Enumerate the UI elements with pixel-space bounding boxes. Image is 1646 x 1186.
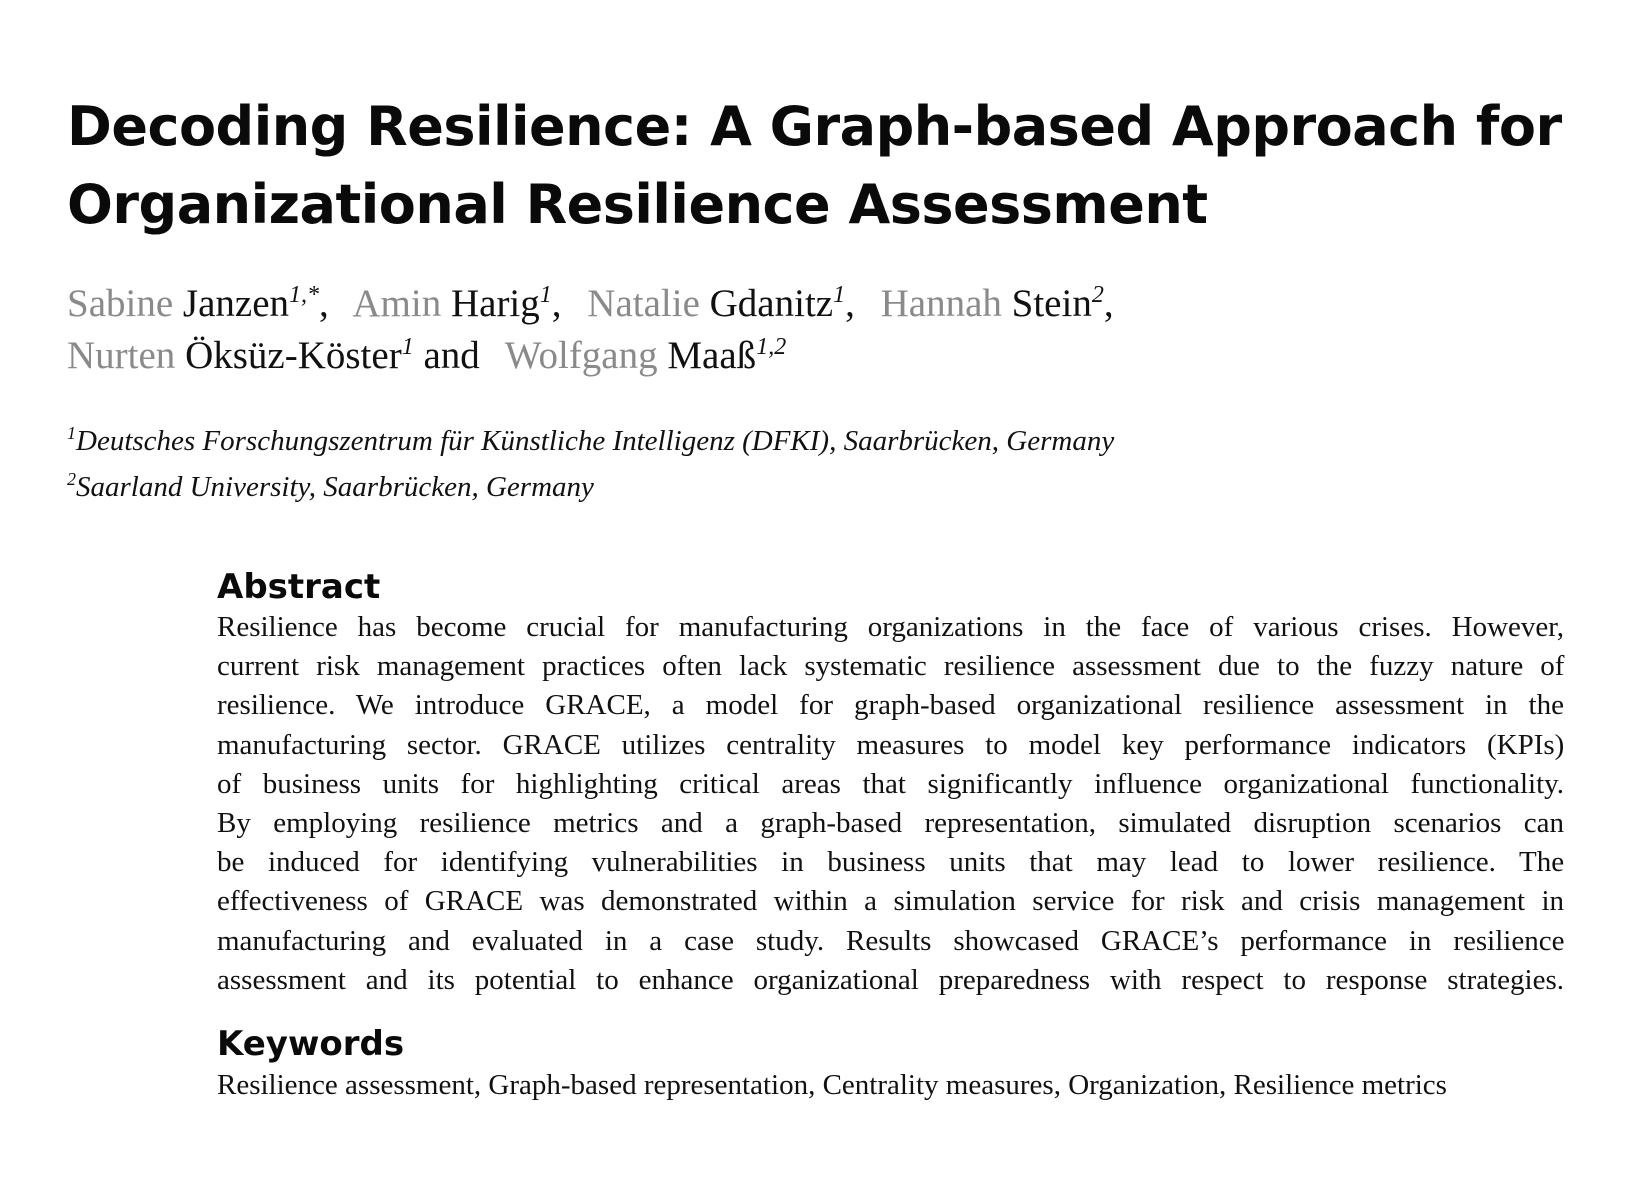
affiliation [67, 418, 1567, 464]
keywords-section [217, 1023, 1564, 1105]
author-given-name: Nurten [67, 334, 176, 377]
author-affiliation-mark: 1 [833, 282, 846, 308]
keywords-list: Resilience assessment, Graph-based representation, Centrality measures, Organization, Resilience metrics [217, 1069, 1447, 1101]
affiliation-text: Saarland University, Saarbrücken, Germany [76, 471, 594, 503]
abstract-line: resilience. We introduce GRACE, a model for graph-based organizational resilience assessment in the [217, 689, 1564, 722]
author [881, 282, 1114, 325]
author-line-1 [67, 278, 1567, 330]
abstract-section [217, 566, 1564, 1000]
author-family-name: Harig [450, 282, 540, 325]
affiliation-text: Deutsches Forschungszentrum für Künstliche Intelligenz (DFKI), Saarbrücken, Germany [76, 425, 1115, 457]
paper-title [67, 88, 1567, 244]
abstract-line: assessment and its potential to enhance organizational preparedness with respect to response strategies. [217, 963, 1564, 996]
author-list [67, 278, 1567, 382]
author-given-name: Amin [352, 282, 442, 325]
author-family-name: Maaß [667, 334, 757, 377]
abstract-line: manufacturing and evaluated in a case study. Results showcased GRACE’s performance in resilience [217, 924, 1565, 957]
abstract-body [217, 608, 1564, 1000]
author [67, 282, 329, 325]
author-given-name: Sabine [67, 282, 174, 325]
author-line-2 [67, 330, 1567, 382]
author-given-name: Natalie [587, 282, 700, 325]
author-separator: , [845, 282, 855, 325]
affiliation-list [67, 418, 1567, 510]
author-separator: , [551, 282, 562, 325]
author-family-name: Öksüz-Köster [185, 334, 402, 377]
affiliation [67, 464, 1567, 510]
paper-title-line-2: Organizational Resilience Assessment [67, 173, 1208, 236]
author-affiliation-mark: 1,* [289, 282, 320, 308]
author-separator: , [319, 282, 329, 325]
author-separator: , [1103, 282, 1114, 325]
author-given-name: Hannah [880, 282, 1002, 325]
keywords-heading: Keywords [217, 1024, 405, 1064]
abstract-line: By employing resilience metrics and a graph-based representation, simulated disruption scenarios can [217, 807, 1564, 840]
paper-title-line-1: Decoding Resilience: A Graph-based Approach for [67, 95, 1562, 158]
author [587, 282, 855, 325]
author-family-name: Stein [1011, 282, 1092, 325]
affiliation-number: 1 [67, 423, 76, 443]
abstract-line: manufacturing sector. GRACE utilizes centrality measures to model key performance indicators (KPIs) [217, 728, 1565, 761]
affiliation-number: 2 [67, 469, 76, 489]
abstract-line: effectiveness of GRACE was demonstrated within a simulation service for risk and crisis management in [217, 885, 1564, 918]
author [505, 334, 786, 377]
abstract-line: current risk management practices often lack systematic resilience assessment due to the fuzzy nature of [217, 650, 1565, 683]
abstract-line: be induced for identifying vulnerabilities in business units that may lead to lower resilience. The [217, 846, 1565, 879]
author-affiliation-mark: 1 [539, 282, 552, 308]
author-affiliation-mark: 1,2 [756, 334, 787, 360]
author [67, 334, 480, 377]
author-given-name: Wolfgang [504, 334, 658, 377]
author [352, 282, 561, 325]
author-family-name: Janzen [182, 282, 290, 325]
author-affiliation-mark: 2 [1091, 282, 1104, 308]
author-affiliation-mark: 1 [401, 334, 414, 360]
abstract-line: Resilience has become crucial for manufacturing organizations in the face of various crises. However, [217, 611, 1564, 643]
abstract-line: of business units for highlighting critical areas that significantly influence organizational functionality. [217, 767, 1564, 800]
author-separator: and [423, 334, 480, 377]
abstract-heading: Abstract [217, 567, 381, 607]
author-family-name: Gdanitz [709, 282, 834, 325]
